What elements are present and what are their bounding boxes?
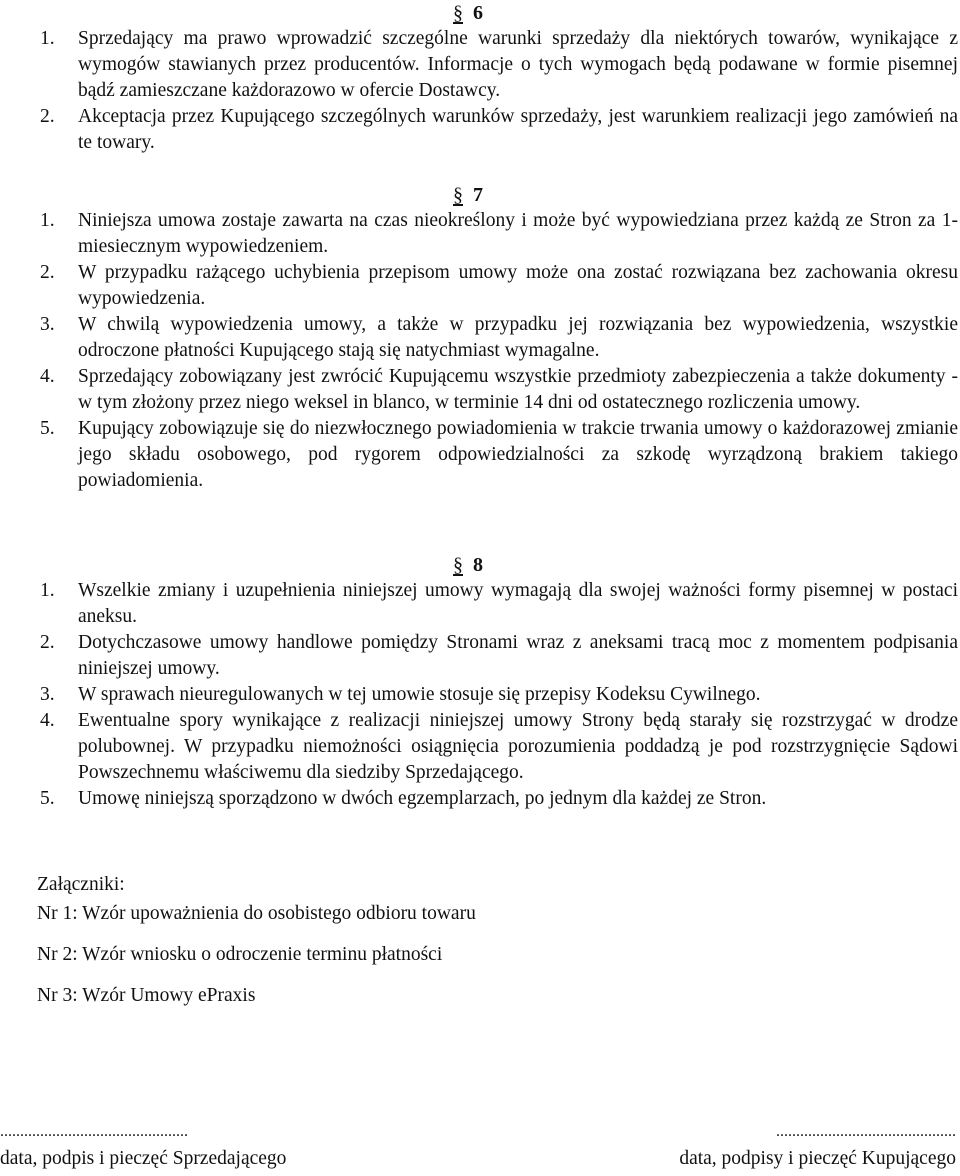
list-item: 1. Wszelkie zmiany i uzupełnienia niniejszej umowy wymagają dla swojej ważności formy pisemnej w postaci aneksu.	[40, 580, 958, 627]
section-8	[40, 552, 958, 812]
attachment-item: Nr 1: Wzór upoważnienia do osobistego odbioru towaru	[37, 903, 476, 924]
attachment-item: Nr 2: Wzór wniosku o odroczenie terminu płatności	[37, 944, 443, 965]
seller-signature	[0, 1124, 286, 1172]
list-item: 5. Kupujący zobowiązuje się do niezwłocznego powiadomienia w trakcie trwania umowy o każdorazowej zmianie jego składu osobowego, pod rygorem odpowiedzialności za szkodę wyrządzoną brakiem takiego powiadomienia.	[40, 418, 958, 491]
list-item: 2. Akceptacja przez Kupującego szczególnych warunków sprzedaży, jest warunkiem realizacji jego zamówień na te towary.	[40, 106, 958, 153]
paragraph-mark: § 8	[453, 552, 483, 578]
list-item: 4. Ewentualne spory wynikające z realizacji niniejszej umowy Strony będą starały się rozstrzygać w drodze polubownej. W przypadku niemożności osiągnięcia porozumienia poddadzą je pod rozstrzygnięcie Sądowi Powszechnemu właściwemu dla siedziby Sprzedającego.	[40, 710, 958, 783]
list-item: 5. Umowę niniejszą sporządzono w dwóch egzemplarzach, po jednym dla każdej ze Stron.	[40, 788, 767, 809]
section-items	[40, 578, 958, 812]
list-item: 4. Sprzedający zobowiązany jest zwrócić Kupującemu wszystkie przedmioty zabezpieczenia a także dokumenty - w tym złożony przez niego weksel in blanco, w terminie 14 dni od ostatecznego rozliczenia umowy.	[40, 366, 958, 413]
section-items	[40, 26, 958, 156]
list-item: 2. Dotychczasowe umowy handlowe pomiędzy Stronami wraz z aneksami tracą moc z momentem podpisania niniejszej umowy.	[40, 632, 958, 679]
buyer-signature	[679, 1124, 956, 1172]
signature-line: .............................................	[776, 1123, 956, 1140]
list-item: 2. W przypadku rażącego uchybienia przepisom umowy może ona zostać rozwiązana bez zachowania okresu wypowiedzenia.	[40, 262, 958, 309]
list-item: 3. W chwilą wypowiedzenia umowy, a także w przypadku jej rozwiązania bez wypowiedzenia, wszystkie odroczone płatności Kupującego stają się natychmiast wymagalne.	[40, 314, 958, 361]
section-items	[40, 208, 958, 494]
paragraph-mark: § 7	[453, 182, 483, 208]
signature-caption: data, podpisy i pieczęć Kupującego	[679, 1148, 956, 1169]
list-item: 1. Niniejsza umowa zostaje zawarta na czas nieokreślony i może być wypowiedziana przez każdą ze Stron za 1-miesiecznym wypowiedzeniem.	[40, 210, 958, 257]
list-item: 3. W sprawach nieuregulowanych w tej umowie stosuje się przepisy Kodeksu Cywilnego.	[40, 684, 761, 705]
section-heading	[9, 0, 927, 26]
section-6	[40, 0, 958, 156]
list-item: 1. Sprzedający ma prawo wprowadzić szczególne warunki sprzedaży dla niektórych towarów, wynikające z wymogów stawianych przez producentów. Informacje o tych wymogach będą podawane w formie pisemnej bądź zamieszczane każdorazowo w ofercie Dostawcy.	[40, 28, 958, 101]
signature-line: ...............................................	[0, 1123, 188, 1140]
signature-caption: data, podpis i pieczęć Sprzedającego	[0, 1148, 287, 1169]
signature-area	[0, 1124, 960, 1176]
attachment-item: Nr 3: Wzór Umowy ePraxis	[37, 985, 256, 1006]
section-heading	[9, 552, 927, 578]
section-7	[40, 182, 958, 494]
attachments-title: Załączniki:	[37, 874, 125, 895]
attachments	[37, 872, 476, 1024]
paragraph-mark: § 6	[453, 0, 483, 26]
section-heading	[9, 182, 927, 208]
